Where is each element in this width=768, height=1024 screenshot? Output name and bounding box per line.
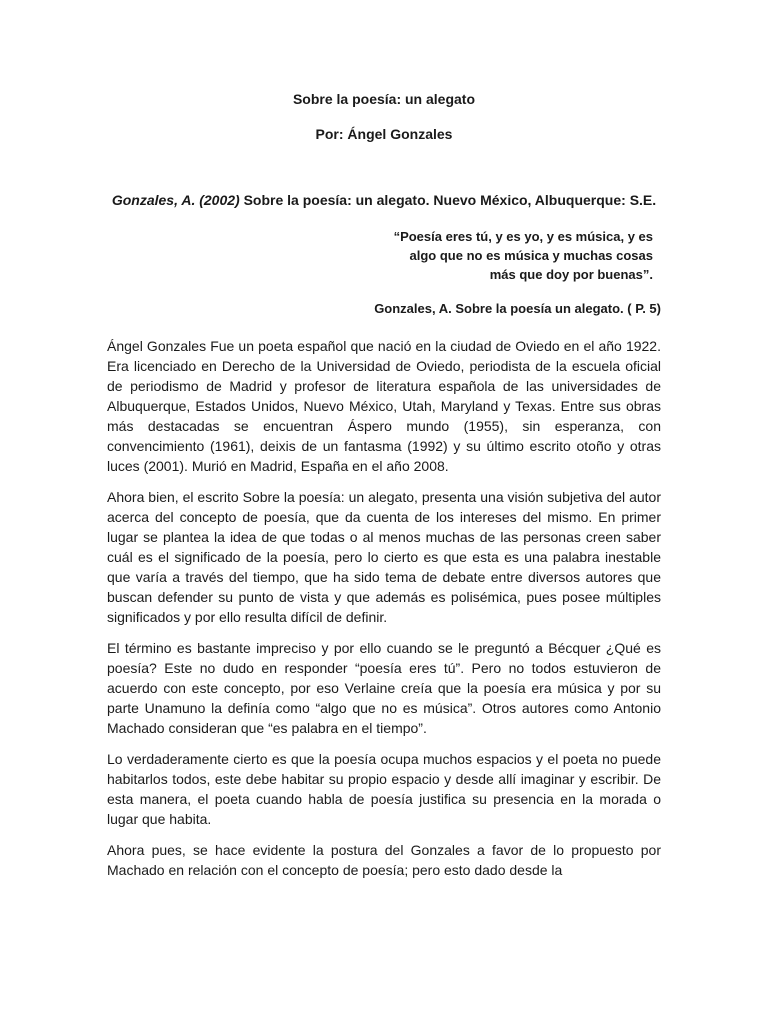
body-paragraph: Ahora pues, se hace evidente la postura del Gonzales a favor de lo propuesto por Machado en relación con el concepto de poesía; pero esto dado desde la (107, 842, 661, 878)
document-title: Sobre la poesía: un alegato (292, 91, 476, 107)
citation-rest: Sobre la poesía: un alegato. Nuevo México, Albuquerque: S.E. (239, 192, 657, 208)
epigraph-line: “Poesía eres tú, y es yo, y es música, y es (393, 229, 653, 244)
epigraph-reference: Gonzales, A. Sobre la poesía un alegato. ( P. 5) (374, 301, 661, 316)
author-line: Por: Ángel Gonzales (315, 126, 453, 142)
epigraph-line: más que doy por buenas”. (489, 267, 653, 282)
body-paragraph: El término es bastante impreciso y por ello cuando se le preguntó a Bécquer ¿Qué es poesía? Este no dudo en responder “poesía eres tú”. Pero no todos estuvieron de acuerdo con este concepto, por eso Verlaine creía que la poesía era música y por su parte Unamuno la definía como “algo que no es música”. Otros autores como Antonio Machado consideran que “es palabra en el tiempo”. (107, 640, 661, 736)
body-paragraph: Ahora bien, el escrito Sobre la poesía: un alegato, presenta una visión subjetiva del autor acerca del concepto de poesía, que da cuenta de los intereses del mismo. En primer lugar se plantea la idea de que todas o al menos muchas de las personas creen saber cuál es el significado de la poesía, pero lo cierto es que esta es una palabra inestable que varía a través del tiempo, que ha sido tema de debate entre diversos autores que buscan defender su punto de vista y que además es polisémica, pues posee múltiples significados y por ello resulta difícil de definir. (107, 489, 661, 625)
epigraph-quote (107, 227, 661, 284)
body-paragraph: Ángel Gonzales Fue un poeta español que nació en la ciudad de Oviedo en el año 1922. Era licenciado en Derecho de la Universidad de Oviedo, periodista de la escuela oficial de periodismo de Madrid y profesor de literatura española de las universidades de Albuquerque, Estados Unidos, Nuevo México, Utah, Maryland y Texas. Entre sus obras más destacadas se encuentran Áspero mundo (1955), sin esperanza, con convencimiento (1961), deixis de un fantasma (1992) y su último escrito otoño y otras luces (2001). Murió en Madrid, España en el año 2008. (107, 338, 661, 474)
body-paragraph: Lo verdaderamente cierto es que la poesía ocupa muchos espacios y el poeta no puede habitarlos todos, este debe habitar su propio espacio y desde allí imaginar y escribir. De esta manera, el poeta cuando habla de poesía justifica su presencia en la morada o lugar que habita. (107, 751, 661, 827)
bibliographic-citation (107, 190, 661, 211)
epigraph-line: algo que no es música y muchas cosas (409, 248, 653, 263)
citation-author-year: Gonzales, A. (2002) (111, 192, 240, 208)
